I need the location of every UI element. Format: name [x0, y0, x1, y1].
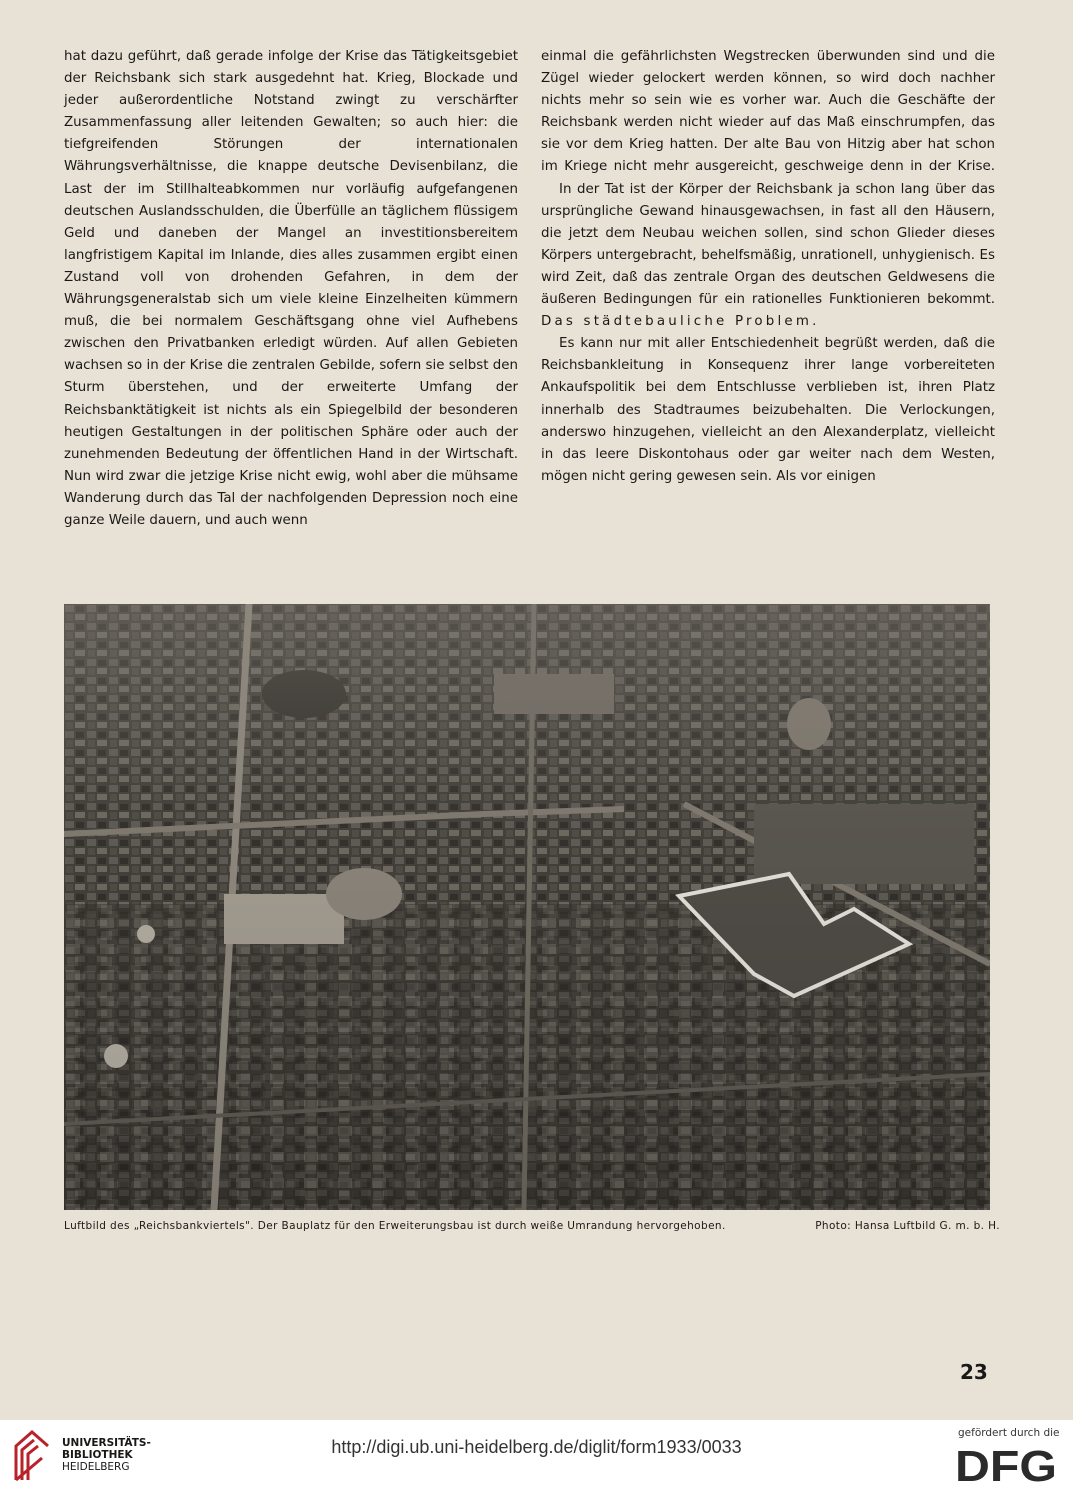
page-number: 23: [960, 1360, 988, 1384]
caption-text: Luftbild des „Reichsbankviertels". Der Bauplatz für den Erweiterungsbau ist durch weiße Umrandung hervorgehoben.: [64, 1220, 726, 1232]
text-column-right: [541, 46, 995, 488]
funding-label: gefördert durch die: [958, 1427, 1060, 1439]
paragraph: hat dazu geführt, daß gerade infolge der Krise das Tätigkeitsgebiet der Reichsbank sich stark ausgedehnt hat. Krieg, Blockade und jeder außerordentliche Notstand zwingt zu verschärfter Zusammenfassung aller leitenden Gewalten; so auch hier: die tiefgreifenden Störungen der internationalen Währungsverhältnisse, die knappe deutsche Devisenbilanz, die Last der im Stillhalteabkommen nur vorläufig aufgefangenen deutschen Auslandsschulden, die Überfülle an täglichem flüssigem Geld und daneben der Mangel an investitionsbereitem langfristigem Kapital im Inlande, dies alles zusammen ergibt einen Zustand voll von drohenden Gefahren, in dem der Währungsgeneralstab sich um viele kleine Einzelheiten kümmern muß, die bei normalem Geschäftsgang ohne viel Aufhebens zwischen den Privatbanken erledigt würden. Auf allen Gebieten wachsen so in der Krise die zentralen Gebilde, sofern sie selbst den Sturm überstehen, und der erweiterte Umfang der Reichsbanktätigkeit ist nichts als ein Spiegelbild der besonderen heutigen Gestaltungen in der politischen Sphäre oder auch der zunehmenden Bedeutung der öffentlichen Hand in der Wirtschaft. Nun wird zwar die jetzige Krise nicht ewig, wohl aber die mühsame Wanderung durch das Tal der nachfolgenden Depression noch eine ganze Weile dauern, und auch wenn: [64, 49, 518, 528]
section-heading: Das städtebauliche Problem.: [541, 314, 820, 330]
photo-credit: Photo: Hansa Luftbild G. m. b. H.: [815, 1220, 1000, 1232]
aerial-city-image: [64, 604, 990, 1210]
aerial-photograph: [64, 604, 990, 1210]
dfg-logo-text: DFG: [955, 1443, 1057, 1485]
dfg-logo-icon: [955, 1443, 1059, 1485]
library-name: UNIVERSITÄTS- BIBLIOTHEK HEIDELBERG: [62, 1437, 151, 1473]
paragraph: einmal die gefährlichsten Wegstrecken überwunden sind und die Zügel wieder gelockert werden können, so wird doch nachher nichts mehr so sein wie es vorher war. Auch die Geschäfte der Reichsbank werden nicht wieder auf das Maß einschrumpfen, das sie vor dem Krieg hatten. Der alte Bau von Hitzig aber hat schon im Kriege nicht mehr ausgereicht, geschweige denn in der Krise.: [541, 49, 995, 175]
paragraph: In der Tat ist der Körper der Reichsbank ja schon lang über das ursprüngliche Gewand hinausgewachsen, in fast all den Häusern, die jetzt dem Neubau weichen sollen, sind schon Glieder dieses Körpers untergebracht, behelfsmäßig, unrationell, unhygienisch. Es wird Zeit, daß das zentrale Organ des deutschen Geldwesens die äußeren Bedingungen für ein rationelles Funktionieren bekommt.: [541, 181, 995, 308]
text-column-left: [64, 46, 518, 532]
digital-object-url[interactable]: http://digi.ub.uni-heidelberg.de/diglit/form1933/0033: [331, 1437, 742, 1457]
paragraph: Es kann nur mit aller Entschiedenheit begrüßt werden, daß die Reichsbankleitung in Konsequenz ihrer lange vorbereiteten Ankaufspolitik bei dem Entschlusse verblieben ist, ihren Platz innerhalb des Stadtraumes beizubehalten. Die Verlockungen, anderswo hinzugehen, vielleicht an den Alexanderplatz, vielleicht in das leere Diskontohaus oder gar weiter nach dem Westen, mögen nicht gering gewesen sein. Als vor einigen: [541, 336, 995, 484]
photo-caption: [64, 1220, 1000, 1232]
